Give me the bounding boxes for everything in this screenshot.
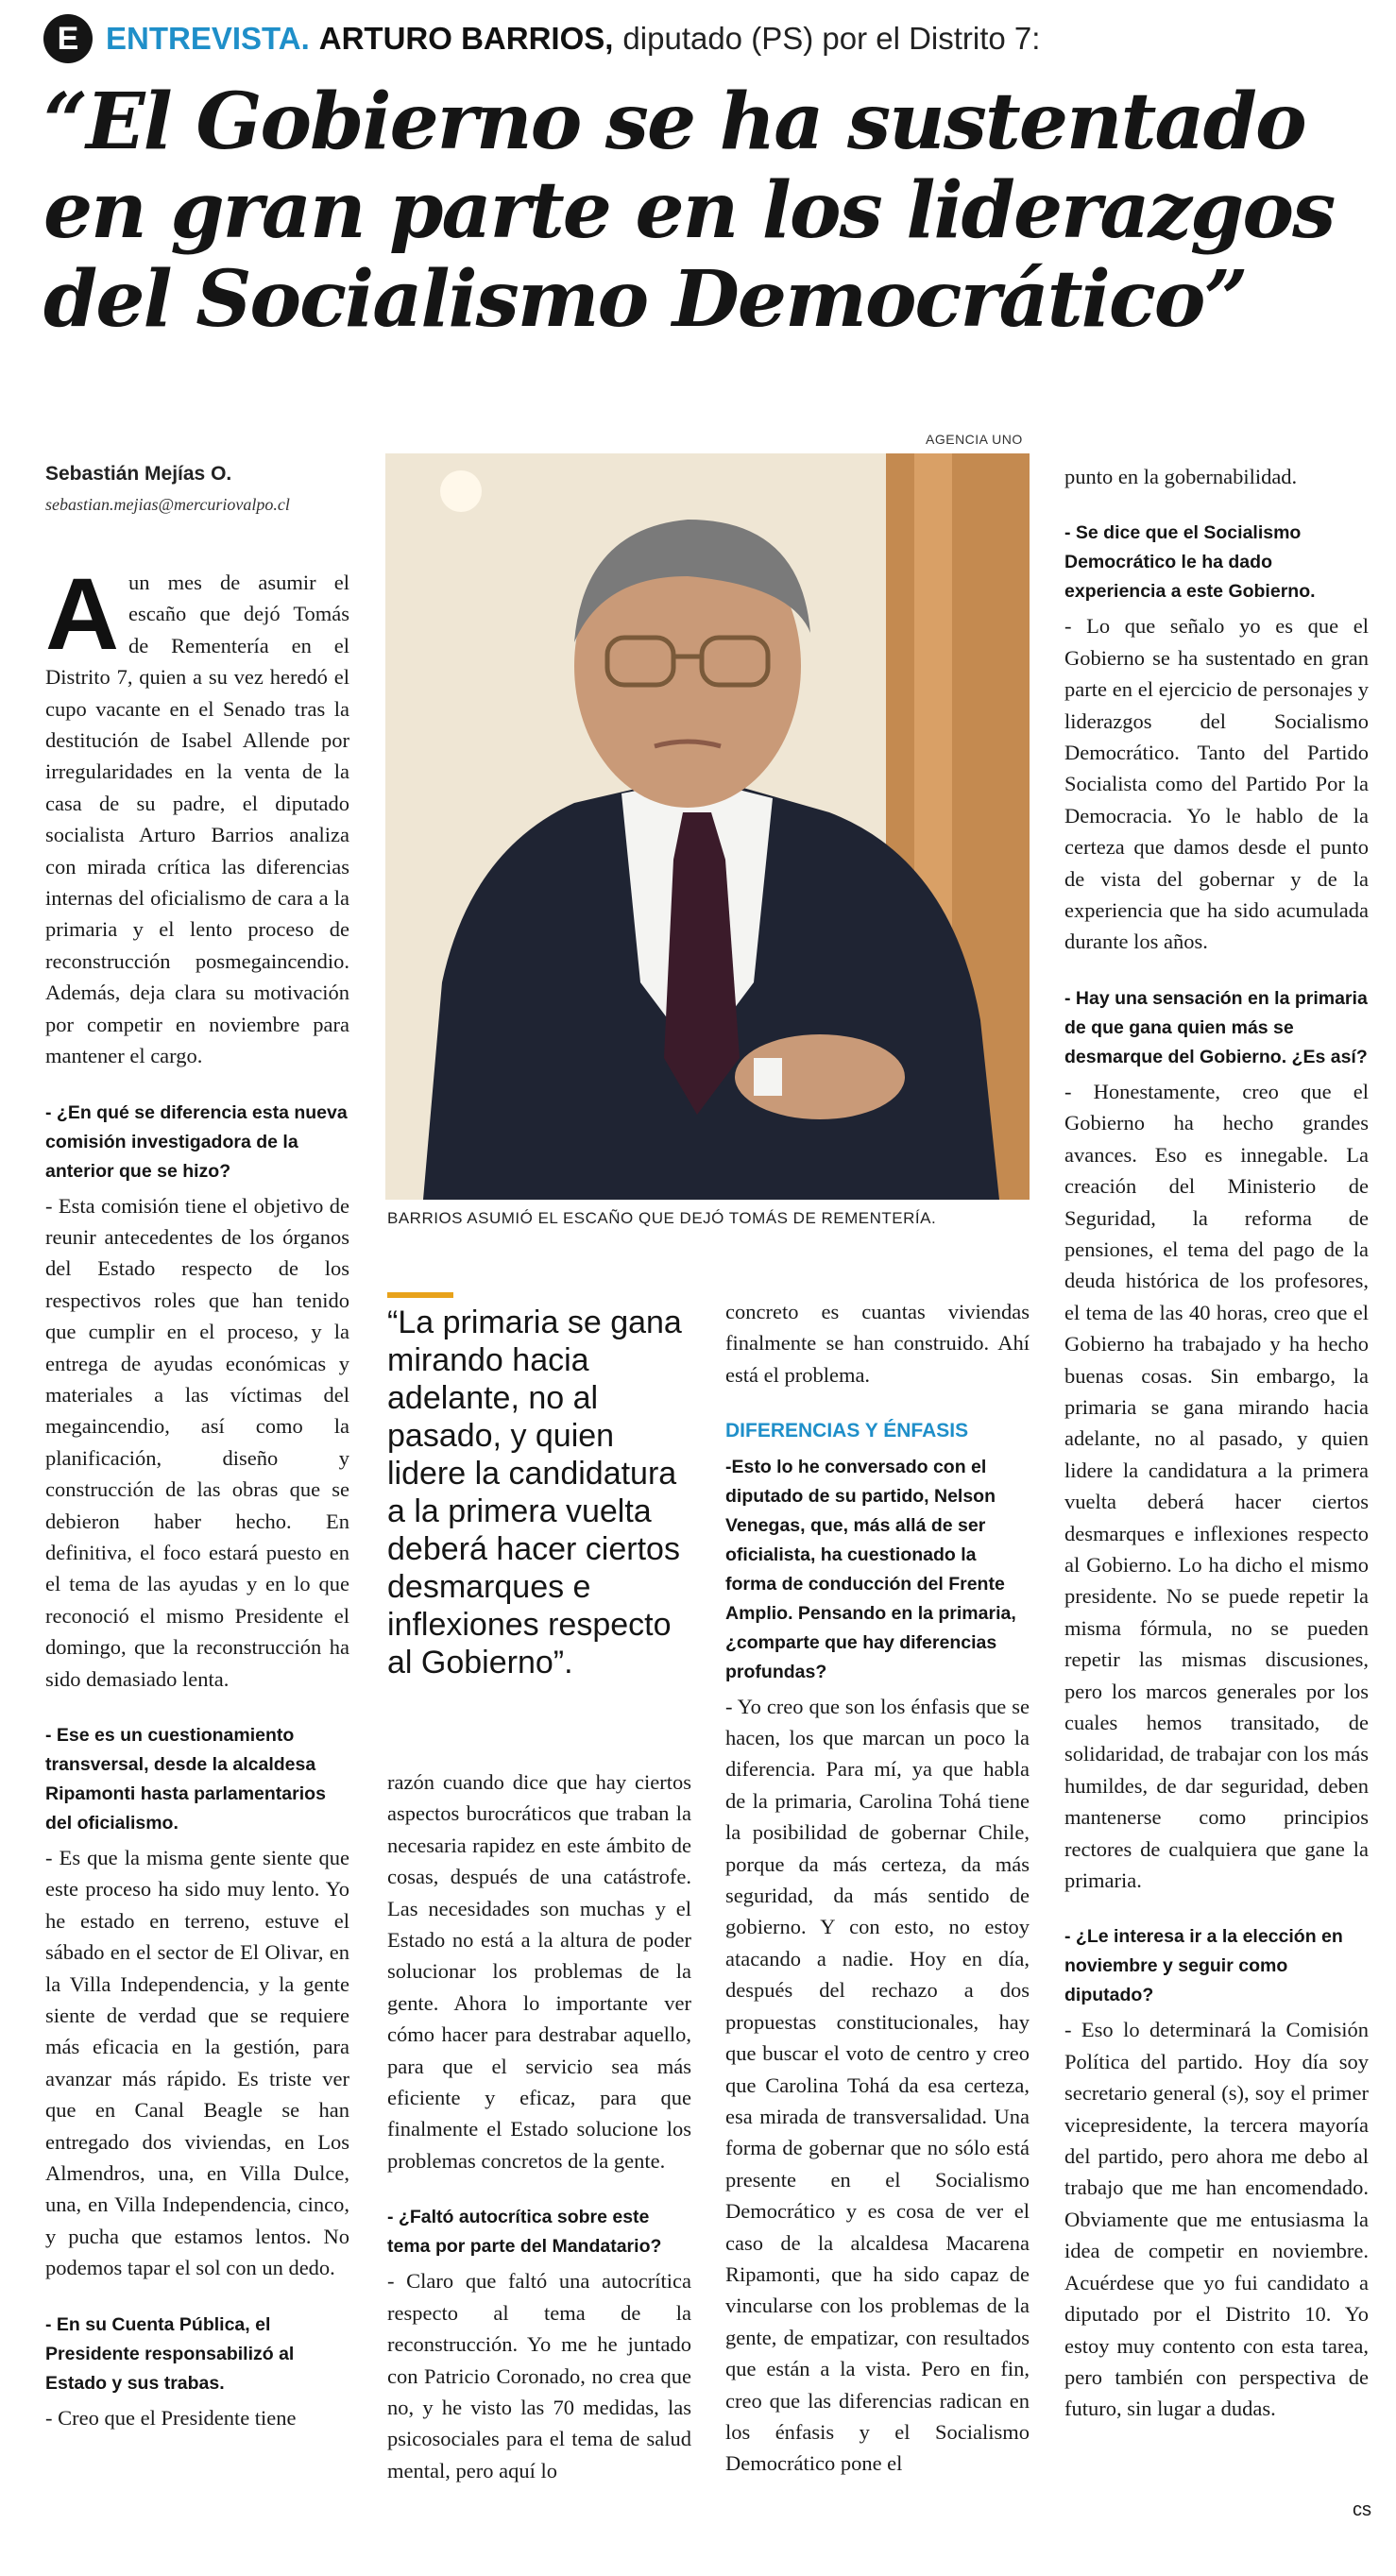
- answer-7: - Honestamente, creo que el Gobierno ha hecho grandes avances. Eso es innegable. La creación del Ministerio de Seguridad, la reforma de pensiones, el tema del pago de la deuda histórica de los profesores, el tema de las 40 horas, creo que el Gobierno ha trabajado y ha hecho buenas cosas. Sin embargo, la primaria se gana mirando hacia adelante, no al pasado, y quien lidere la candidatura a la primera vuelta deberá hacer ciertos desmarques e inflexiones respecto al Gobierno. Lo ha dicho el mismo presidente. No se puede repetir la misma fórmula, no se pueden repetir las mismas discusiones, pero los marcos generales por los cuales hemos transitado, de solidaridad, de trabajar con los más humildes, de dar seguridad, deben mantenerse como principios rectores de cualquiera que gane la primaria.: [1064, 1079, 1369, 1893]
- section-logo: E: [43, 14, 93, 63]
- portrait-illustration: [385, 453, 1030, 1200]
- question-4: - ¿Faltó autocrítica sobre este tema por parte del Mandatario?: [387, 2207, 662, 2258]
- answer-6: - Lo que señalo yo es que el Gobierno se ha sustentado en gran parte en el ejercicio de personajes y liderazgos del Socialismo Democrático. Tanto del Partido Socialista como del Partido Por la Democracia. Yo le hablo de la certeza que damos desde el punto de vista del gobernar y de la experiencia que ha sido acumulada durante los años.: [1064, 614, 1369, 954]
- answer-5-continued: punto en la gobernabilidad.: [1064, 465, 1298, 488]
- lead-paragraph: [45, 556, 349, 1072]
- answer-2: - Es que la misma gente siente que este proceso ha sido muy lento. Yo he estado en terreno, estuve el sábado en el sector de El Olivar, en la Villa Independencia, y la gente siente de verdad que se requiere más eficacia en la gestión, para avanzar más rápido. Es triste ver que en Canal Beagle se han entregado dos viviendas, en Los Almendros, una, en Villa Dulce, una, en Villa Independencia, cinco, y pucha que estamos lentos. No podemos tapar el sol con un dedo.: [45, 1846, 349, 2280]
- dropcap: A: [45, 556, 119, 671]
- pull-quote: “La primaria se gana mirando hacia adelante, no al pasado, y quien lidere la candidatura a la primera vuelta deberá hacer ciertos desmarques e inflexiones respecto al Gobierno”.: [387, 1305, 682, 1680]
- section-kicker: ENTREVISTA.: [106, 21, 310, 56]
- photo-credit: AGENCIA UNO: [926, 432, 1023, 447]
- column-2: [387, 1766, 691, 2505]
- column-3: [725, 1296, 1030, 2499]
- question-5: -Esto lo he conversado con el diputado de su partido, Nelson Venegas, que, más allá de ser oficialista, ha cuestionado la forma de conducción del Frente Amplio. Pensando en la primaria, ¿comparte que hay diferencias profundas?: [725, 1456, 1016, 1682]
- author-name: Sebastián Mejías O.: [45, 463, 232, 485]
- question-7: - Hay una sensación en la primaria de que gana quien más se desmarque del Gobierno. ¿Es así?: [1064, 987, 1368, 1067]
- question-6: - Se dice que el Socialismo Democrático le ha dado experiencia a este Gobierno.: [1064, 522, 1316, 603]
- photo-caption: BARRIOS ASUMIÓ EL ESCAÑO QUE DEJÓ TOMÁS DE REMENTERÍA.: [387, 1209, 937, 1227]
- section-subhead: DIFERENCIAS Y ÉNFASIS: [725, 1420, 969, 1442]
- answer-8: - Eso lo determinará la Comisión Política del partido. Hoy día soy secretario general (s), soy el primer vicepresidente, la tercera mayoría del partido, pero ahora me debo al trabajo que me han encomendado. Obviamente que me entusiasma la idea de competir en noviembre. Acuérdese que yo fui candidato a diputado por el Distrito 10. Yo estoy muy contento con esta tarea, pero también con perspectiva de futuro, sin lugar a dudas.: [1064, 2018, 1369, 2421]
- answer-5: - Yo creo que son los énfasis que se hacen, los que marcan un poco la diferencia. Para mí, ya que habla de la primaria, Carolina Tohá tiene la posibilidad de gobernar Chile, porque da más certeza, da más seguridad, da más sentido de gobierno. Y con esto, no estoy atacando a nadie. Hoy en día, después del rechazo a dos propuestas constitucionales, hay que buscar el voto de centro y creo que Carolina Tohá da esa certeza, esa mirada de transversalidad. Una forma de gobernar que no sólo está presente en el Socialismo Democrático y es cosa de ver el caso de la alcaldesa Macarena Ripamonti, que ha sido capaz de vincularse con los problemas de la gente, de empatizar, con resultados que están a la vista. Pero en fin, creo que las diferencias radican en los énfasis y el Socialismo Democrático pone el: [725, 1694, 1030, 2476]
- answer-3-start: - Creo que el Presidente tiene: [45, 2405, 297, 2430]
- column-4: [1064, 461, 1369, 2444]
- question-8: - ¿Le interesa ir a la elección en noviembre y seguir como diputado?: [1064, 1926, 1343, 2006]
- answer-4-start: - Claro que faltó una autocrítica respecto al tema de la reconstrucción. Yo me he juntado con Patricio Coronado, no crea que no, y he visto las 70 medidas, las psicosociales para el tema de salud mental, pero aquí lo: [387, 2269, 691, 2482]
- byline: [45, 463, 290, 515]
- question-2: - Ese es un cuestionamiento transversal, desde la alcaldesa Ripamonti hasta parlamentarios del oficialismo.: [45, 1725, 326, 1834]
- section-header: [43, 11, 1040, 66]
- answer-3-continued: razón cuando dice que hay ciertos aspectos burocráticos que traban la necesaria rapidez en este ámbito de cosas, después de una catástrofe. Las necesidades son muchas y el Estado no está a la altura de poder solucionar los problemas de la gente. Ahora lo importante ver cómo hacer para destrabar aquello, para que el servicio sea más eficiente y eficaz, para que finalmente el Estado solucione los problemas concretos de la gente.: [387, 1770, 691, 2173]
- lead-text: un mes de asumir el escaño que dejó Tomás de Rementería en el Distrito 7, quien a su vez heredó el cupo vacante en el Senado tras la destitución de Isabel Allende por irregularidades en la venta de la casa de su padre, el diputado socialista Arturo Barrios analiza con mirada crítica las diferencias internas del oficialismo de cara a la primaria y el lento proceso de reconstrucción posmegaincendio. Además, deja clara su motivación por competir en noviembre para mantener el cargo.: [45, 571, 349, 1068]
- end-mark: cs: [1353, 2499, 1371, 2520]
- answer-4-continued: concreto es cuantas viviendas finalmente se han construido. Ahí está el problema.: [725, 1300, 1030, 1387]
- portrait-photo: [385, 453, 1030, 1200]
- headline: “El Gobierno se ha sustentado en gran parte en los liderazgos del Socialismo Democrático”: [43, 77, 1335, 345]
- interviewee-role: diputado (PS) por el Distrito 7:: [622, 21, 1041, 56]
- pull-quote-rule: [387, 1292, 453, 1298]
- question-1: - ¿En qué se diferencia esta nueva comisión investigadora de la anterior que se hizo?: [45, 1101, 348, 1182]
- interviewee-name: ARTURO BARRIOS,: [318, 21, 614, 56]
- author-email: sebastian.mejias@mercuriovalpo.cl: [45, 495, 290, 514]
- column-1: [45, 556, 349, 2452]
- question-3: - En su Cuenta Pública, el Presidente responsabilizó al Estado y sus trabas.: [45, 2313, 295, 2394]
- answer-1: - Esta comisión tiene el objetivo de reunir antecedentes de los órganos del Estado respecto de los respectivos roles que han tenido que cumplir en el proceso, y la entrega de ayudas económicas y materiales a las víctimas del megaincendio, así como la planificación, diseño y construcción de las obras que se debieron haber hecho. En definitiva, el foco estará puesto en el tema de las ayudas y en lo que reconoció el mismo Presidente el domingo, que la reconstrucción ha sido demasiado lenta.: [45, 1193, 349, 1691]
